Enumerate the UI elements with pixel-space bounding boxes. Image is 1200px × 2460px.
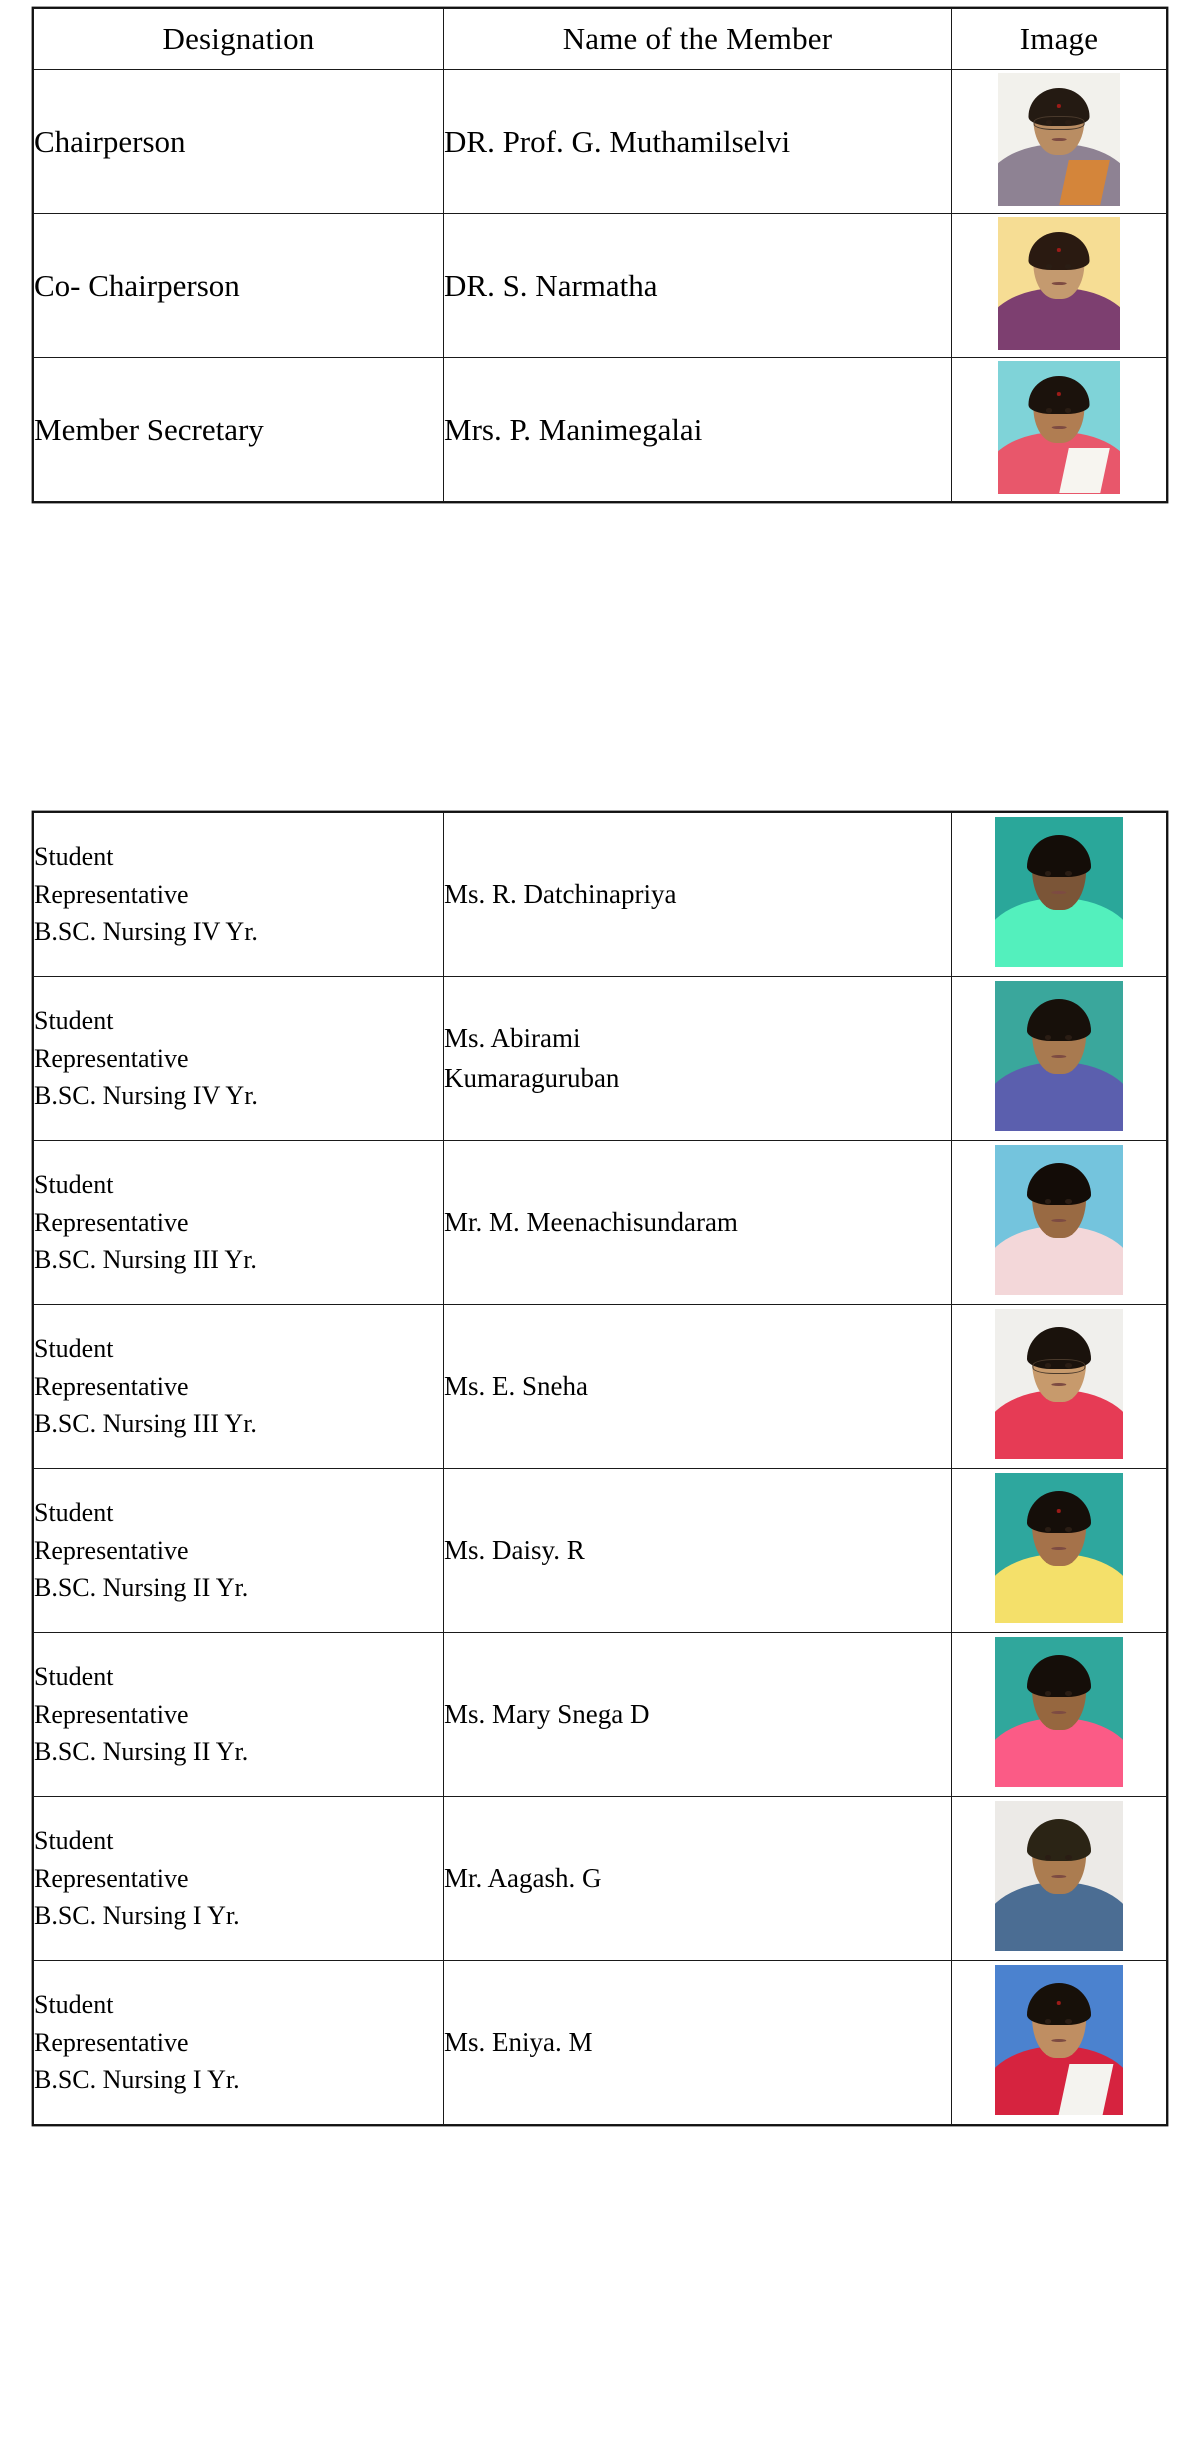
member-photo: [998, 73, 1120, 206]
cell-designation: Member Secretary: [34, 358, 444, 502]
photo-eye: [1045, 1855, 1051, 1860]
cell-designation: [34, 1469, 444, 1633]
cell-member-name: [444, 1961, 952, 2125]
table-row: [34, 1469, 1167, 1633]
designation-line: B.SC. Nursing IV Yr.: [34, 917, 258, 947]
column-header-name: Name of the Member: [444, 9, 952, 70]
table-row: [34, 358, 1167, 502]
photo-eye: [1045, 1527, 1051, 1532]
photo-eye: [1045, 2019, 1051, 2024]
table-row: [34, 70, 1167, 214]
member-photo: [995, 817, 1123, 967]
cell-image: [952, 1469, 1167, 1633]
cell-image: [952, 1797, 1167, 1961]
table-header-row: [34, 9, 1167, 70]
designation-line: Representative: [34, 1043, 189, 1073]
cell-member-name: DR. Prof. G. Muthamilselvi: [444, 70, 952, 214]
photo-eye: [1045, 871, 1051, 876]
student-representatives-table: [33, 812, 1167, 2125]
photo-eye: [1045, 1199, 1051, 1204]
designation-line: B.SC. Nursing II Yr.: [34, 1573, 249, 1603]
cell-image: [952, 358, 1167, 502]
member-photo: [995, 1801, 1123, 1951]
member-photo: [998, 361, 1120, 494]
cell-image: [952, 813, 1167, 977]
table-row: [34, 1961, 1167, 2125]
cell-member-name: [444, 1469, 952, 1633]
designation-line: Student: [34, 1005, 114, 1035]
photo-eye: [1065, 1199, 1071, 1204]
member-name-line: Ms. Abirami: [444, 1023, 581, 1054]
designation-line: B.SC. Nursing II Yr.: [34, 1737, 249, 1767]
table-row: [34, 813, 1167, 977]
cell-member-name: Mrs. P. Manimegalai: [444, 358, 952, 502]
table-row: [34, 977, 1167, 1141]
member-photo: [995, 981, 1123, 1131]
member-name-line: Ms. Mary Snega D: [444, 1698, 650, 1729]
photo-glasses: [1034, 116, 1085, 130]
photo-mouth: [1052, 426, 1067, 429]
designation-line: Student: [34, 1497, 114, 1527]
member-photo: [995, 1309, 1123, 1459]
photo-eye: [1046, 264, 1052, 268]
cell-designation: [34, 1305, 444, 1469]
designation-line: Student: [34, 841, 114, 871]
photo-eye: [1065, 871, 1071, 876]
designation-line: B.SC. Nursing III Yr.: [34, 1245, 257, 1275]
photo-eye: [1065, 1527, 1071, 1532]
cell-member-name: [444, 1633, 952, 1797]
table-row: [34, 1633, 1167, 1797]
officers-table: [33, 8, 1167, 502]
photo-eye: [1065, 264, 1071, 268]
cell-member-name: [444, 1797, 952, 1961]
cell-designation: [34, 1961, 444, 2125]
table-row: [34, 1797, 1167, 1961]
photo-bindi: [1057, 2001, 1061, 2005]
photo-bindi: [1057, 1509, 1061, 1513]
cell-image: [952, 977, 1167, 1141]
designation-line: B.SC. Nursing III Yr.: [34, 1409, 257, 1439]
cell-image: [952, 1633, 1167, 1797]
photo-eye: [1065, 2019, 1071, 2024]
table-row: [34, 1141, 1167, 1305]
column-header-designation: Designation: [34, 9, 444, 70]
photo-eye: [1065, 1855, 1071, 1860]
cell-member-name: [444, 977, 952, 1141]
designation-line: Representative: [34, 1207, 189, 1237]
member-photo: [995, 1965, 1123, 2115]
designation-line: B.SC. Nursing IV Yr.: [34, 1081, 258, 1111]
cell-image: [952, 1305, 1167, 1469]
cell-designation: [34, 1633, 444, 1797]
cell-member-name: [444, 1141, 952, 1305]
designation-line: Representative: [34, 1535, 189, 1565]
cell-designation: [34, 1141, 444, 1305]
cell-designation: [34, 1797, 444, 1961]
member-name-line: Ms. Eniya. M: [444, 2026, 593, 2057]
cell-designation: [34, 977, 444, 1141]
cell-designation: Co- Chairperson: [34, 214, 444, 358]
designation-line: B.SC. Nursing I Yr.: [34, 2065, 240, 2095]
cell-designation: Chairperson: [34, 70, 444, 214]
designation-line: Representative: [34, 1371, 189, 1401]
member-name-line: Ms. Daisy. R: [444, 1534, 585, 1565]
cell-image: [952, 1961, 1167, 2125]
photo-eye: [1045, 1035, 1051, 1040]
designation-line: Representative: [34, 1699, 189, 1729]
cell-member-name: [444, 1305, 952, 1469]
cell-designation: [34, 813, 444, 977]
member-photo: [995, 1473, 1123, 1623]
table-row: [34, 1305, 1167, 1469]
cell-member-name: [444, 813, 952, 977]
member-photo: [995, 1145, 1123, 1295]
designation-line: Student: [34, 1169, 114, 1199]
table-row: [34, 214, 1167, 358]
designation-line: Student: [34, 1825, 114, 1855]
photo-eye: [1045, 1691, 1051, 1696]
member-name-line: Kumaraguruban: [444, 1062, 620, 1093]
designation-line: Representative: [34, 1863, 189, 1893]
designation-line: B.SC. Nursing I Yr.: [34, 1901, 240, 1931]
member-name-line: Ms. R. Datchinapriya: [444, 878, 677, 909]
designation-line: Representative: [34, 879, 189, 909]
member-photo: [998, 217, 1120, 350]
cell-image: [952, 214, 1167, 358]
photo-mouth: [1052, 282, 1067, 285]
designation-line: Representative: [34, 2027, 189, 2057]
photo-mouth: [1052, 138, 1067, 141]
designation-line: Student: [34, 1661, 114, 1691]
photo-eye: [1065, 1691, 1071, 1696]
designation-line: Student: [34, 1989, 114, 2019]
photo-eye: [1065, 1035, 1071, 1040]
designation-line: Student: [34, 1333, 114, 1363]
photo-eye: [1065, 408, 1071, 412]
member-photo: [995, 1637, 1123, 1787]
cell-image: [952, 1141, 1167, 1305]
member-name-line: Mr. M. Meenachisundaram: [444, 1206, 738, 1237]
photo-eye: [1046, 408, 1052, 412]
cell-member-name: DR. S. Narmatha: [444, 214, 952, 358]
member-name-line: Mr. Aagash. G: [444, 1862, 602, 1893]
photo-glasses: [1032, 1359, 1085, 1375]
member-name-line: Ms. E. Sneha: [444, 1370, 588, 1401]
column-header-image: Image: [952, 9, 1167, 70]
cell-image: [952, 70, 1167, 214]
